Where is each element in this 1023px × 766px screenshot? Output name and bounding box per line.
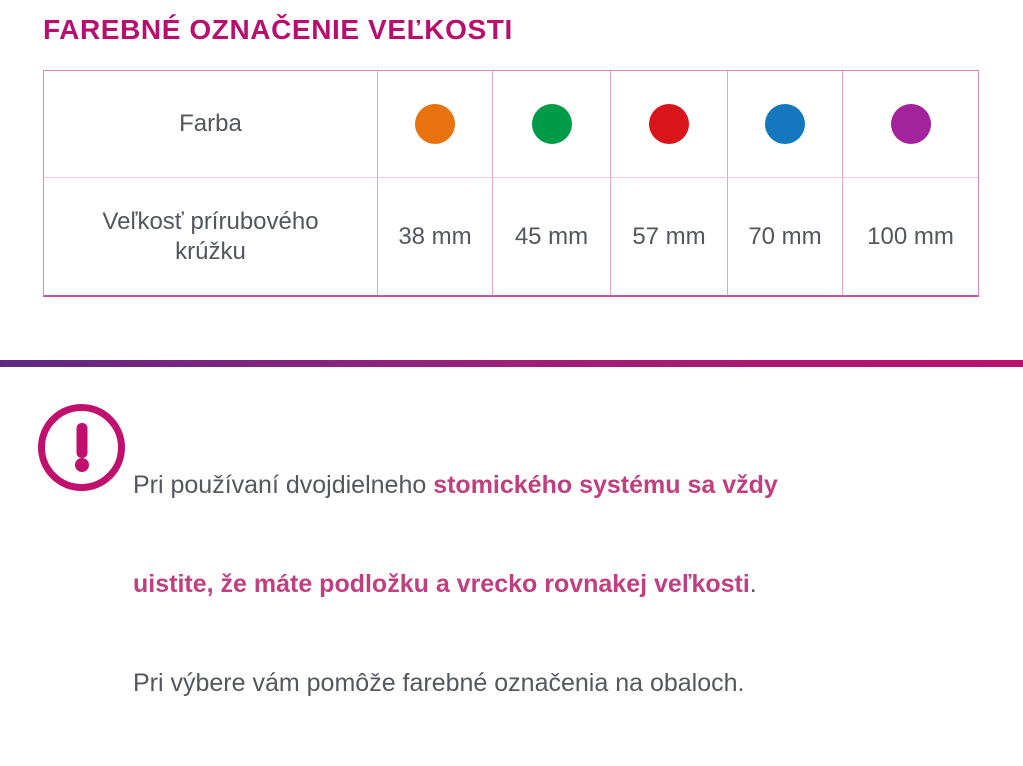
size-value: 100 mm: [867, 222, 954, 250]
purple-dot-icon: [891, 104, 931, 144]
exclamation-dot: [75, 458, 89, 472]
note-line-1: [133, 469, 778, 502]
size-row-label: Veľkosť prírubového krúžku: [102, 207, 319, 265]
table-cell-color: [492, 71, 610, 177]
exclamation-bar: [76, 423, 87, 458]
blue-dot-icon: [765, 104, 805, 144]
note-line-2: [133, 568, 778, 601]
table-row-size-header: [44, 177, 377, 295]
table-cell-color: [610, 71, 727, 177]
page-title: FAREBNÉ OZNAČENIE VEĽKOSTI: [43, 14, 513, 45]
orange-dot-icon: [415, 104, 455, 144]
gradient-divider: [0, 360, 1023, 367]
note-line3-normal: Pri výbere vám pomôže farebné označenia na obaloch.: [133, 669, 745, 697]
warning-note: [133, 403, 778, 766]
size-value: 57 mm: [632, 222, 706, 250]
table-cell-color: [842, 71, 978, 177]
table-row-color-header: [44, 71, 377, 177]
size-value: 70 mm: [748, 222, 822, 250]
note-line1-bold: stomického systému sa vždy: [433, 471, 778, 499]
table-cell-size: [610, 177, 727, 295]
table-cell-size: [377, 177, 492, 295]
exclamation-icon: [38, 404, 125, 491]
note-line2-normal: .: [749, 570, 757, 598]
size-value: 45 mm: [514, 222, 589, 250]
red-dot-icon: [649, 104, 689, 144]
size-color-table: [43, 70, 979, 297]
table-cell-size: [492, 177, 610, 295]
table-cell-color: [727, 71, 842, 177]
green-dot-icon: [532, 104, 572, 144]
table-cell-size: [842, 177, 978, 295]
note-line-3: [133, 667, 778, 700]
table-cell-size: [727, 177, 842, 295]
table-cell-color: [377, 71, 492, 177]
note-line2-bold: uistite, že máte podložku a vrecko rovnakej veľkosti: [133, 570, 750, 598]
note-line1-normal: Pri používaní dvojdielneho: [133, 471, 434, 499]
size-value: 38 mm: [398, 222, 472, 250]
color-row-label: Farba: [179, 110, 242, 137]
